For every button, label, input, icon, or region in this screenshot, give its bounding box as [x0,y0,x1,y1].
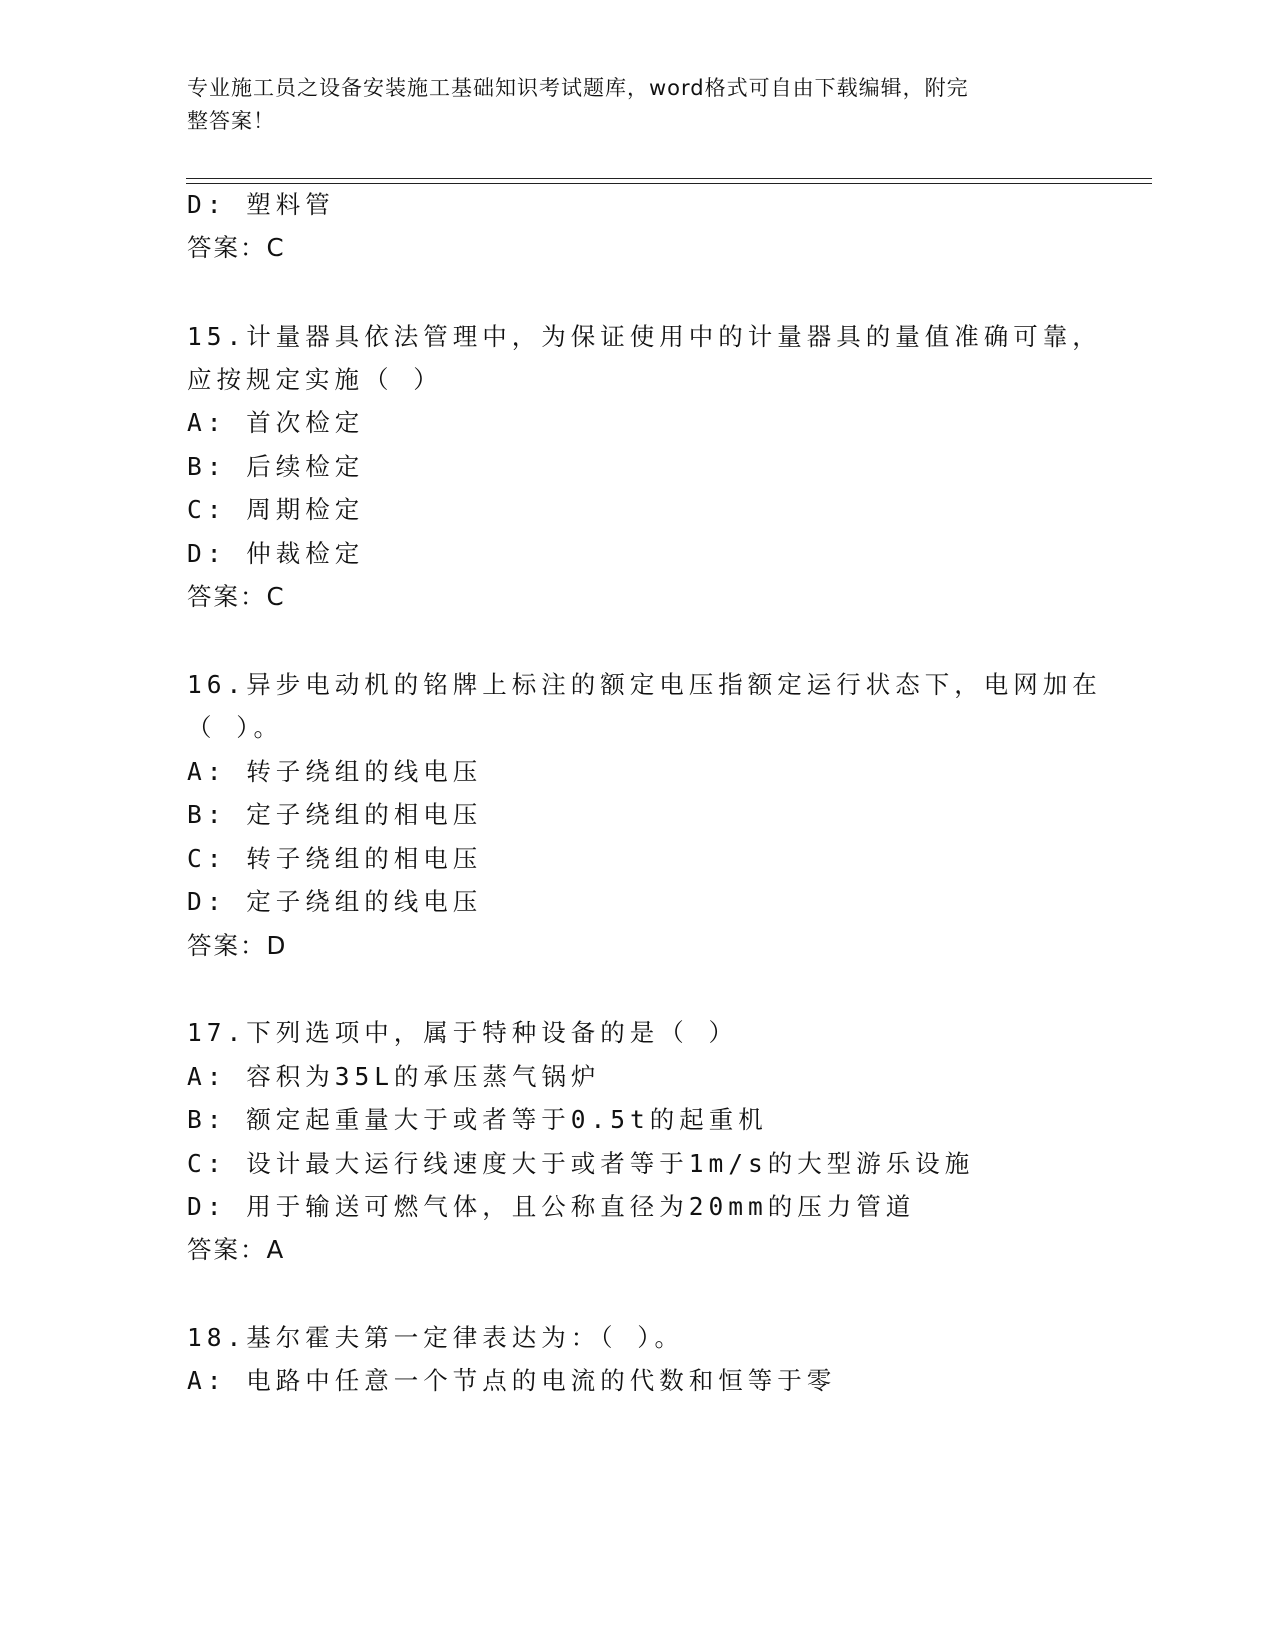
question-15-text-cont: 应按规定实施（ ） [187,365,443,394]
header-line-1: 专业施工员之设备安装施工基础知识考试题库，word格式可自由下载编辑，附完 [187,76,969,100]
header-line-2: 整答案！ [187,109,275,133]
option-b: B: 后续检定 [187,452,365,481]
answer: 答案：D [187,931,288,960]
answer: 答案：C [187,582,286,611]
header-divider-bottom [186,183,1152,184]
option-d: D: 定子绕组的线电压 [187,887,483,916]
option-c: C: 转子绕组的相电压 [187,844,483,873]
option-d: D: 塑料管 [187,190,335,219]
option-a: A: 转子绕组的线电压 [187,757,483,786]
answer: 答案：A [187,1235,286,1264]
question-16-text: 16.异步电动机的铭牌上标注的额定电压指额定运行状态下，电网加在 [187,670,1102,699]
option-c: C: 设计最大运行线速度大于或者等于1m/s的大型游乐设施 [187,1149,975,1178]
option-a: A: 电路中任意一个节点的电流的代数和恒等于零 [187,1366,837,1395]
answer: 答案：C [187,233,286,262]
header-divider-top [186,178,1152,179]
question-17-text: 17.下列选项中，属于特种设备的是（ ） [187,1018,738,1047]
question-16-text-cont: （ ）。 [187,713,283,742]
option-a: A: 容积为35L的承压蒸气锅炉 [187,1062,601,1091]
option-a: A: 首次检定 [187,408,365,437]
document-header [187,72,1067,138]
option-d: D: 用于输送可燃气体，且公称直径为20mm的压力管道 [187,1192,916,1221]
option-b: B: 额定起重量大于或者等于0.5t的起重机 [187,1105,768,1134]
option-b: B: 定子绕组的相电压 [187,800,483,829]
option-c: C: 周期检定 [187,495,365,524]
question-15-text: 15.计量器具依法管理中，为保证使用中的计量器具的量值准确可靠， [187,322,1102,351]
question-18-text: 18.基尔霍夫第一定律表达为：（ ）。 [187,1323,684,1352]
option-d: D: 仲裁检定 [187,539,365,568]
